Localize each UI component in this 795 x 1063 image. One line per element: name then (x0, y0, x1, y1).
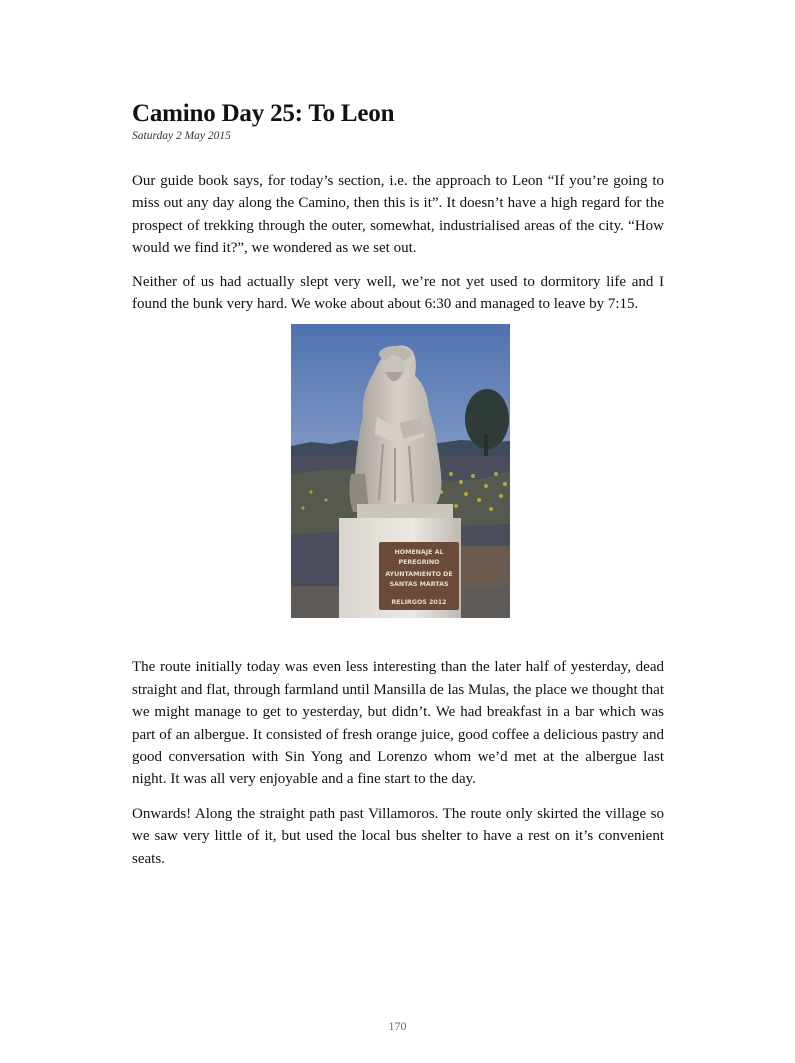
plaque-line-2: PEREGRINO (397, 559, 440, 567)
page-number: 170 (388, 1019, 407, 1033)
plaque-line-1: HOMENAJE AL (393, 549, 444, 557)
pilgrim-statue-photo (291, 324, 510, 618)
plaque-line-4: SANTAS MARTAS (388, 581, 449, 589)
paragraph-2: Neither of us had actually slept very well, we’re not yet used to dormitory life and I found the bunk very hard. We woke about about 6:30 and managed to leave by 7:15. (132, 273, 664, 313)
plaque-line-3: AYUNTAMIENTO DE (384, 571, 453, 579)
page-title: Camino Day 25: To Leon (132, 100, 395, 127)
paragraph-3: The route initially today was even less interesting than the later half of yesterday, dead straight and flat, through farmland until Mansilla de las Mulas, the place we thought that we might manage to get to yesterday, but didn’t. We had breakfast in a bar which was part of an albergue. It consisted of fresh orange juice, good coffee a delicious pastry and good conversation with Sin Yong and Lorenzo whom we’d met at the albergue last night. It was all very enjoyable and a fine start to the day. (132, 659, 664, 788)
paragraph-1: Our guide book says, for today’s section, i.e. the approach to Leon “If you’re going to miss out any day along the Camino, then this is it”. It doesn’t have a high regard for the prospect of trekking through the outer, somewhat, industrialised areas of the city. “How would we find it?”, we wondered as we set out. (132, 173, 664, 257)
plaque-line-5: RELIRGOS 2012 (390, 599, 447, 607)
post-date: Saturday 2 May 2015 (132, 130, 231, 142)
photo-container (132, 324, 664, 618)
paragraph-4: Onwards! Along the straight path past Villamoros. The route only skirted the village so we saw very little of it, but used the local bus shelter to have a rest on it’s convenient seats. (132, 805, 664, 867)
document-page (132, 98, 664, 870)
